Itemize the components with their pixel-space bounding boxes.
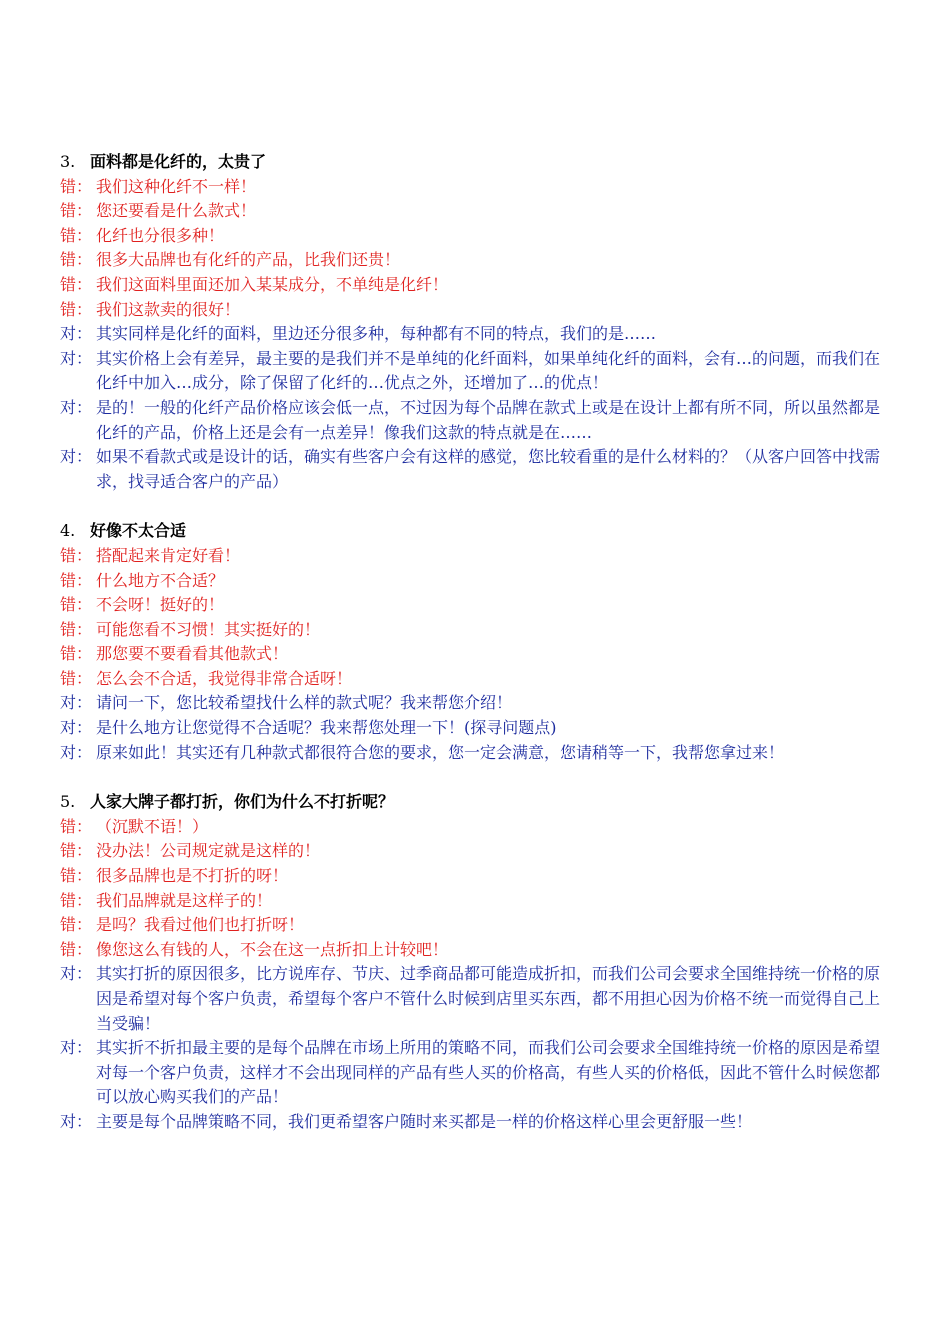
answer-prefix: 对： — [60, 1038, 93, 1058]
wrong-answer — [60, 273, 880, 298]
wrong-answer — [60, 618, 880, 643]
answer-text: 其实折不折扣最主要的是每个品牌在市场上所用的策略不同，而我们公司会要求全国维持统一价格的原因是希望对每一个客户负责，这样才不会出现同样的产品有些人买的价格高，有些人买的价格低，因此不管什么时候您都可以放心购买我们的产品！ — [96, 1038, 881, 1107]
answer-text: 主要是每个品牌策略不同，我们更希望客户随时来买都是一样的价格这样心里会更舒服一些！ — [96, 1111, 753, 1131]
section-number: 4. — [60, 521, 76, 541]
right-answer — [60, 1110, 880, 1135]
wrong-answer — [60, 839, 880, 864]
answer-prefix: 错： — [60, 668, 93, 688]
answer-text: 其实同样是化纤的面料，里边还分很多种，每种都有不同的特点，我们的是…… — [96, 324, 657, 344]
answer-prefix: 对： — [60, 718, 93, 738]
answer-prefix: 错： — [60, 274, 93, 294]
section-title: 人家大牌子都打折，你们为什么不打折呢？ — [90, 792, 395, 812]
answer-text: 是的！一般的化纤产品价格应该会低一点，不过因为每个品牌在款式上或是在设计上都有所不同，所以虽然都是化纤的产品，价格上还是会有一点差异！像我们这款的特点就是在…… — [96, 397, 881, 442]
answer-prefix: 错： — [60, 841, 93, 861]
answer-prefix: 对： — [60, 964, 93, 984]
wrong-answer — [60, 642, 880, 667]
answer-text: 我们品牌就是这样子的！ — [96, 890, 273, 910]
answer-prefix: 对： — [60, 397, 93, 417]
right-answer — [60, 691, 880, 716]
answer-text: 我们这面料里面还加入某某成分，不单纯是化纤！ — [96, 274, 449, 294]
answer-prefix: 错： — [60, 545, 93, 565]
answer-prefix: 错： — [60, 570, 93, 590]
answer-text: 很多品牌也是不打折的呀！ — [96, 866, 289, 886]
answer-text: 其实价格上会有差异，最主要的是我们并不是单纯的化纤面料，如果单纯化纤的面料，会有…的问题，而我们在化纤中加入…成分，除了保留了化纤的…优点之外，还增加了…的优点！ — [96, 348, 881, 393]
answer-text: 请问一下，您比较希望找什么样的款式呢？我来帮您介绍！ — [96, 693, 513, 713]
section-number: 3. — [60, 152, 76, 171]
answer-prefix: 错： — [60, 866, 93, 886]
answer-text: 可能您看不习惯！其实挺好的！ — [96, 619, 321, 639]
right-answer — [60, 741, 880, 766]
answer-text: 我们这款卖的很好！ — [96, 299, 241, 319]
answer-text: 搭配起来肯定好看！ — [96, 545, 241, 565]
wrong-answer — [60, 569, 880, 594]
right-answer — [60, 445, 880, 494]
wrong-answer — [60, 938, 880, 963]
right-answer — [60, 347, 880, 396]
wrong-answer — [60, 175, 880, 200]
answer-text: （沉默不语！） — [96, 816, 209, 836]
answer-text: 我们这种化纤不一样！ — [96, 176, 257, 196]
wrong-answer — [60, 224, 880, 249]
section-heading — [60, 790, 880, 815]
answer-prefix: 错： — [60, 890, 93, 910]
wrong-answer — [60, 544, 880, 569]
wrong-answer — [60, 248, 880, 273]
answer-prefix: 错： — [60, 619, 93, 639]
answer-prefix: 错： — [60, 225, 93, 245]
section-title: 面料都是化纤的，太贵了 — [90, 152, 267, 171]
answer-prefix: 错： — [60, 816, 93, 836]
answer-prefix: 错： — [60, 595, 93, 615]
answer-prefix: 对： — [60, 1111, 93, 1131]
section-4 — [60, 519, 880, 765]
answer-text: 像您这么有钱的人，不会在这一点折扣上计较吧！ — [96, 939, 449, 959]
answer-text: 怎么会不合适，我觉得非常合适呀！ — [96, 668, 353, 688]
answer-text: 化纤也分很多种！ — [96, 225, 225, 245]
answer-prefix: 对： — [60, 348, 93, 368]
section-5 — [60, 790, 880, 1134]
answer-prefix: 错： — [60, 201, 93, 221]
wrong-answer — [60, 913, 880, 938]
right-answer — [60, 322, 880, 347]
answer-text: 是吗？我看过他们也打折呀！ — [96, 915, 305, 935]
section-3 — [60, 150, 880, 494]
answer-prefix: 错： — [60, 939, 93, 959]
answer-text: 那您要不要看看其他款式！ — [96, 644, 289, 664]
right-answer — [60, 716, 880, 741]
section-number: 5. — [60, 792, 76, 812]
right-answer — [60, 396, 880, 445]
answer-text: 是什么地方让您觉得不合适呢？我来帮您处理一下！(探寻问题点) — [96, 718, 557, 738]
wrong-answer — [60, 199, 880, 224]
answer-prefix: 错： — [60, 299, 93, 319]
answer-prefix: 错： — [60, 915, 93, 935]
answer-text: 其实打折的原因很多，比方说库存、节庆、过季商品都可能造成折扣，而我们公司会要求全国维持统一价格的原因是希望对每个客户负责，希望每个客户不管什么时候到店里买东西，都不用担心因为价格不统一而觉得自己上当受骗！ — [96, 964, 881, 1033]
right-answer — [60, 1036, 880, 1110]
wrong-answer — [60, 298, 880, 323]
answer-text: 如果不看款式或是设计的话，确实有些客户会有这样的感觉，您比较看重的是什么材料的？（从客户回答中找需求，找寻适合客户的产品） — [96, 447, 881, 491]
wrong-answer — [60, 864, 880, 889]
answer-prefix: 对： — [60, 693, 93, 713]
answer-text: 什么地方不合适？ — [96, 570, 225, 590]
right-answer — [60, 962, 880, 1036]
section-heading — [60, 150, 880, 175]
wrong-answer — [60, 667, 880, 692]
answer-prefix: 对： — [60, 447, 93, 467]
answer-text: 没办法！公司规定就是这样的！ — [96, 841, 321, 861]
answer-prefix: 对： — [60, 742, 93, 762]
wrong-answer — [60, 889, 880, 914]
section-title: 好像不太合适 — [90, 521, 187, 541]
answer-text: 很多大品牌也有化纤的产品，比我们还贵！ — [96, 250, 401, 270]
wrong-answer — [60, 815, 880, 840]
answer-text: 您还要看是什么款式！ — [96, 201, 257, 221]
answer-prefix: 错： — [60, 176, 93, 196]
answer-prefix: 错： — [60, 250, 93, 270]
wrong-answer — [60, 593, 880, 618]
section-heading — [60, 519, 880, 544]
document-page — [60, 150, 880, 1160]
answer-prefix: 错： — [60, 644, 93, 664]
answer-text: 不会呀！挺好的！ — [96, 595, 225, 615]
answer-prefix: 对： — [60, 324, 93, 344]
answer-text: 原来如此！其实还有几种款式都很符合您的要求，您一定会满意，您请稍等一下，我帮您拿过来！ — [96, 742, 785, 762]
